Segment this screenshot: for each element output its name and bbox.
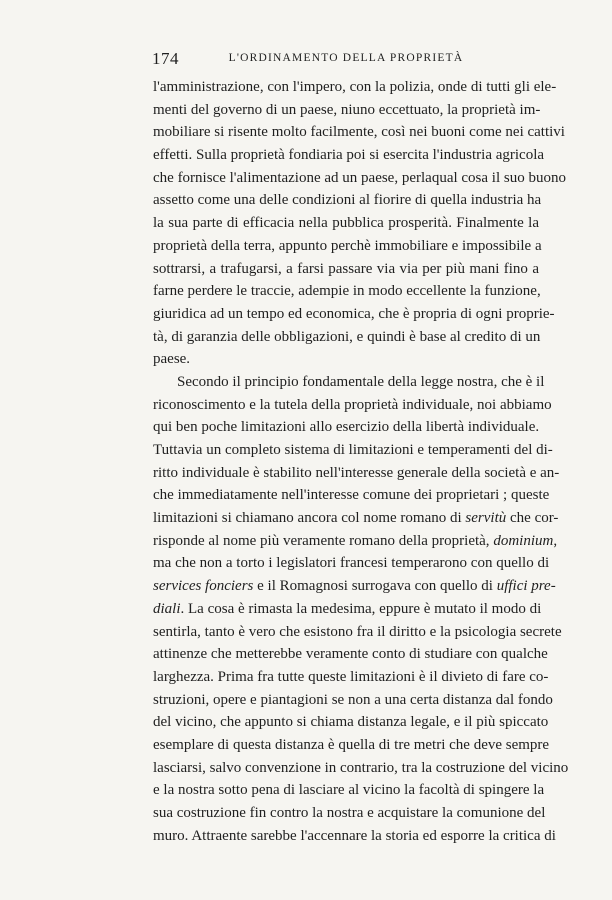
text-line: ritto individuale è stabilito nell'interesse generale della società e an- (153, 464, 560, 481)
text-line: Tuttavia un completo sistema di limitazioni e temperamenti del di- (153, 442, 553, 458)
text-line: farne perdere le traccie, adempie in modo eccellente la funzione, (153, 283, 541, 300)
text-line: sottrarsi, a trafugarsi, a farsi passare via via per più mani fino a (153, 260, 539, 277)
text-line: muro. Attraente sarebbe l'accennare la storia ed esporre la critica di (153, 827, 556, 844)
text-line: esemplare di questa distanza è quella di tre metri che deve sempre (153, 736, 550, 753)
text-line: riconoscimento e la tutela della proprietà individuale, noi abbiamo (153, 396, 552, 413)
text-line: giuridica ad un tempo ed economica, che è propria di ogni proprie- (153, 305, 555, 322)
running-title: L'ORDINAMENTO DELLA PROPRIETÀ (228, 52, 464, 64)
text-line: tà, di garanzia delle obbligazioni, e quindi è base al credito di un (153, 328, 541, 345)
text-line: larghezza. Prima fra tutte queste limitazioni è il divieto di fare co- (153, 668, 549, 685)
text-line: mobiliare si risente molto facilmente, così nei buoni come nei cattivi (153, 124, 565, 141)
text-line: la sua parte di efficacia nella pubblica prosperità. Finalmente la (153, 215, 539, 232)
text-line: paese. (153, 351, 191, 368)
text-line: assetto come una delle condizioni al fiorire di quella industria ha (153, 192, 542, 209)
text-line: lasciarsi, salvo convenzione in contrario, tra la costruzione del vicino (153, 759, 569, 776)
text-line: sentirla, tanto è vero che esistono fra il diritto e la psicologia secrete (153, 623, 562, 640)
text-line: l'amministrazione, con l'impero, con la polizia, onde di tutti gli ele- (153, 79, 557, 95)
text-line: sua costruzione fin contro la nostra e acquistare la comunione del (153, 805, 546, 821)
page-number: 174 (152, 49, 179, 68)
page-header (152, 49, 540, 71)
text-line: e la nostra sotto pena di lasciare al vicino la facoltà di spingere la (153, 782, 545, 799)
text-line: che immediatamente nell'interesse comune dei proprietari ; queste (153, 487, 550, 504)
text-line: struzioni, opere e piantagioni se non a una certa distanza dal fondo (153, 691, 553, 708)
text-line: Secondo il principio fondamentale della legge nostra, che è il (177, 373, 545, 390)
text-line: che fornisce l'alimentazione ad un paese, perlaqual cosa il suo buono (153, 169, 566, 186)
paragraph-2 (153, 371, 569, 847)
text-line: limitazioni si chiamano ancora col nome romano di servitù che cor- (153, 510, 559, 527)
text-line: menti del governo di un paese, niuno eccettuato, la proprietà im- (153, 101, 541, 118)
text-line: risponde al nome più veramente romano della proprietà, dominium, (153, 532, 558, 549)
paragraph-1 (153, 76, 566, 371)
text-line: qui ben poche limitazioni allo esercizio della libertà individuale. (153, 419, 540, 436)
text-line: del vicino, che appunto si chiama distanza legale, e il più spiccato (153, 714, 549, 731)
text-line: ma che non a torto i legislatori francesi temperarono con quello di (153, 555, 550, 572)
text-line: proprietà della terra, appunto perchè immobiliare e impossibile a (153, 237, 542, 254)
text-line: attinenze che metterebbe veramente conto di studiare con qualche (153, 646, 548, 663)
body-text (153, 76, 569, 847)
text-line: services fonciers e il Romagnosi surrogava con quello di uffici pre- (153, 578, 556, 595)
text-line: diali. La cosa è rimasta la medesima, eppure è mutato il modo di (153, 600, 542, 617)
text-line: effetti. Sulla proprietà fondiaria poi si esercita l'industria agricola (153, 147, 545, 164)
